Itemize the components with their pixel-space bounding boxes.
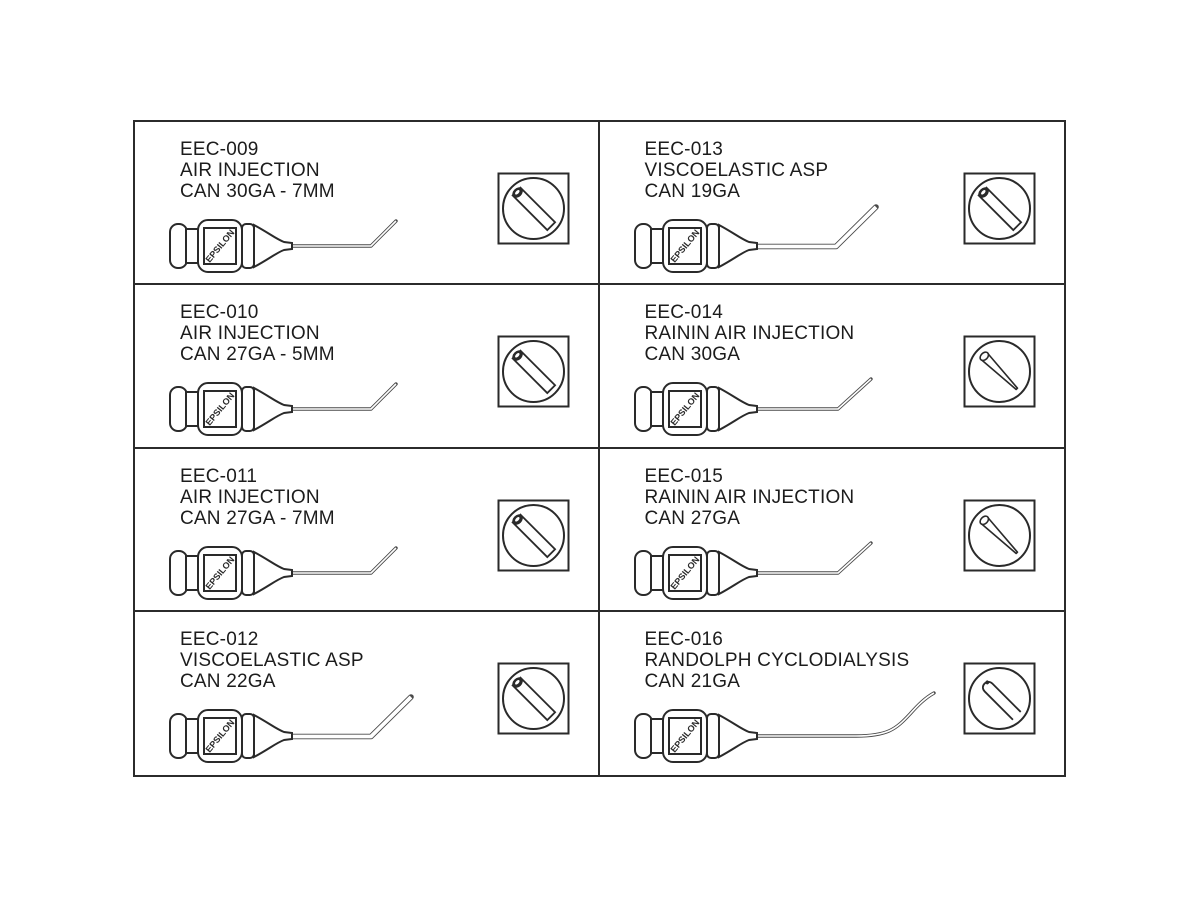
cannula-drawing bbox=[630, 688, 975, 772]
tip-detail-drawing bbox=[497, 172, 570, 245]
item-name: VISCOELASTIC ASP bbox=[180, 649, 364, 671]
item-name: VISCOELASTIC ASP bbox=[644, 160, 829, 181]
cannula-drawing bbox=[630, 198, 975, 282]
tip-detail-drawing bbox=[497, 499, 570, 572]
brand-label: EPSILON bbox=[203, 554, 237, 591]
tip-detail-drawing bbox=[963, 499, 1036, 572]
tip-detail-drawing bbox=[963, 335, 1036, 408]
tip-detail-drawing bbox=[497, 335, 570, 408]
catalog-cell-eec-015 bbox=[600, 449, 1065, 612]
brand-label: EPSILON bbox=[667, 227, 702, 265]
tip-detail-drawing bbox=[497, 662, 570, 735]
cannula-illustration bbox=[630, 198, 975, 282]
cannula-illustration bbox=[165, 198, 510, 282]
item-code: EEC-011 bbox=[180, 465, 258, 487]
catalog-sheet bbox=[133, 120, 1066, 777]
catalog-cell-eec-010 bbox=[135, 285, 600, 448]
tip-cross-section bbox=[497, 499, 570, 572]
item-code: EEC-009 bbox=[180, 139, 259, 160]
brand-label: EPSILON bbox=[203, 227, 237, 265]
cannula-illustration bbox=[165, 525, 510, 609]
tip-cross-section bbox=[497, 662, 570, 735]
item-code: EEC-013 bbox=[644, 139, 723, 160]
item-name: AIR INJECTION bbox=[180, 486, 320, 508]
item-name: RAININ AIR INJECTION bbox=[644, 486, 855, 508]
brand-label: EPSILON bbox=[203, 717, 237, 755]
item-code: EEC-012 bbox=[180, 628, 259, 650]
item-label bbox=[180, 629, 364, 692]
cannula-drawing bbox=[630, 525, 975, 609]
item-label bbox=[180, 302, 335, 365]
cannula-drawing bbox=[165, 361, 510, 445]
catalog-cell-eec-009 bbox=[135, 122, 600, 285]
item-spec: CAN 27GA - 7MM bbox=[180, 507, 335, 529]
item-code: EEC-016 bbox=[644, 628, 723, 650]
catalog-cell-eec-013 bbox=[600, 122, 1065, 285]
cannula-drawing bbox=[165, 525, 510, 609]
tip-cross-section bbox=[963, 335, 1036, 408]
item-code: EEC-014 bbox=[644, 302, 723, 324]
tip-cross-section bbox=[497, 172, 570, 245]
tip-detail-drawing bbox=[963, 172, 1036, 245]
cannula-illustration bbox=[165, 361, 510, 445]
item-name: AIR INJECTION bbox=[180, 160, 320, 181]
item-label bbox=[180, 139, 335, 202]
brand-label: EPSILON bbox=[667, 390, 702, 428]
tip-cross-section bbox=[497, 335, 570, 408]
item-name: AIR INJECTION bbox=[180, 323, 320, 345]
catalog-cell-eec-012 bbox=[135, 612, 600, 775]
cannula-drawing bbox=[630, 361, 975, 445]
brand-label: EPSILON bbox=[667, 554, 702, 591]
cannula-drawing bbox=[165, 688, 510, 772]
item-name: RANDOLPH CYCLODIALYSIS bbox=[644, 649, 910, 671]
tip-cross-section bbox=[963, 499, 1036, 572]
item-spec: CAN 30GA - 7MM bbox=[180, 181, 335, 202]
cannula-illustration bbox=[630, 525, 975, 609]
catalog-cell-eec-016 bbox=[600, 612, 1065, 775]
item-label bbox=[180, 466, 335, 529]
item-spec: CAN 19GA bbox=[644, 181, 741, 202]
brand-label: EPSILON bbox=[203, 390, 237, 428]
item-label bbox=[645, 466, 855, 529]
cannula-illustration bbox=[630, 688, 975, 772]
item-code: EEC-015 bbox=[644, 465, 723, 487]
tip-detail-drawing bbox=[963, 662, 1036, 735]
item-label bbox=[645, 629, 910, 692]
item-label bbox=[645, 139, 829, 202]
brand-label: EPSILON bbox=[667, 717, 702, 755]
item-spec: CAN 27GA bbox=[644, 507, 741, 529]
item-spec: CAN 30GA bbox=[644, 344, 741, 366]
cannula-drawing bbox=[165, 198, 510, 282]
item-name: RAININ AIR INJECTION bbox=[644, 323, 855, 345]
cannula-illustration bbox=[630, 361, 975, 445]
item-code: EEC-010 bbox=[180, 302, 259, 324]
item-spec: CAN 22GA bbox=[180, 670, 276, 692]
cannula-illustration bbox=[165, 688, 510, 772]
item-spec: CAN 27GA - 5MM bbox=[180, 344, 335, 366]
tip-cross-section bbox=[963, 662, 1036, 735]
item-spec: CAN 21GA bbox=[644, 670, 741, 692]
catalog-cell-eec-014 bbox=[600, 285, 1065, 448]
item-label bbox=[645, 302, 855, 365]
catalog-cell-eec-011 bbox=[135, 449, 600, 612]
tip-cross-section bbox=[963, 172, 1036, 245]
